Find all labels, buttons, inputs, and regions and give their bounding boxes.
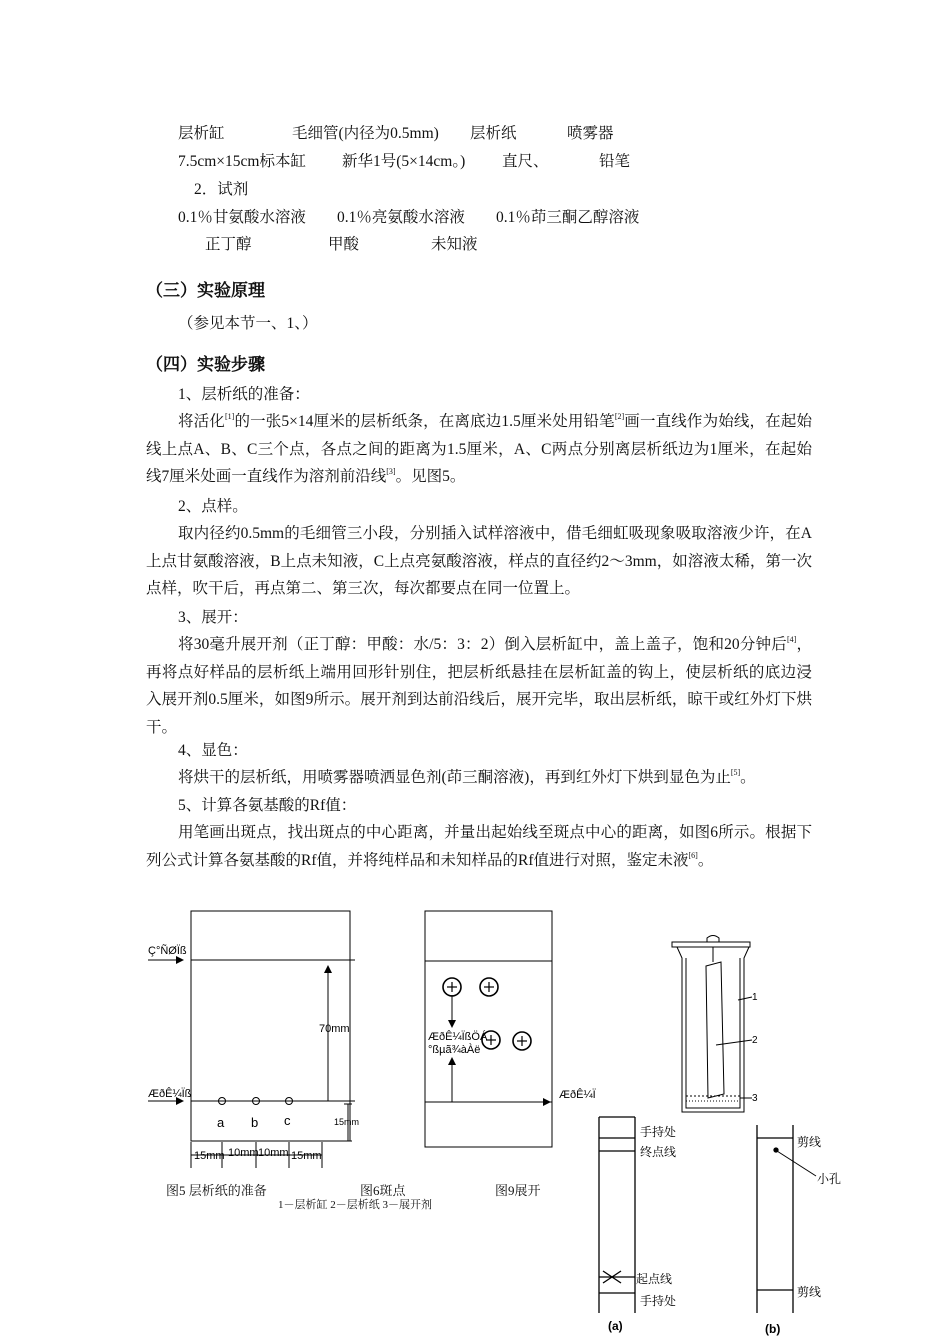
fig5-point-a-label: a bbox=[217, 1115, 225, 1130]
fig9-number-3: 3 bbox=[752, 1093, 758, 1104]
step3-text: 将30毫升展开剂（正丁醇：甲酸：水/5：3：2）倒入层析缸中，盖上盖子，饱和20分钟后[4]，再将点好样品的层析纸上端用回形针别住，把层析纸悬挂在层析缸盖的钩上，使层析纸的底边浸入展开剂0.5厘米，如图9所示。展开剂到达前沿线后，展开完毕，取出层析纸，晾干或红外灯下烘干。 bbox=[146, 635, 812, 736]
strip-b-cut-bottom: 剪线 bbox=[797, 1285, 822, 1299]
fig9-number-1: 1 bbox=[752, 992, 758, 1003]
fig9-hook bbox=[707, 936, 719, 943]
section-steps-title: （四）实验步骤 bbox=[146, 355, 265, 374]
fig9-lid bbox=[672, 942, 750, 947]
step1-text: 将活化[1]的一张5×14厘米的层析纸条，在离底边1.5厘米处用铅笔[2]画一直线作为始线，在起始线上点A、B、C三个点，各点之间的距离为1.5厘米，A、C两点分别离层析纸边为1厘米，在起始线7厘米处画一直线作为溶剂前沿线[3]。见图5。 bbox=[146, 412, 812, 485]
step5-text: 用笔画出斑点，找出斑点的中心距离，并量出起始线至斑点中心的距离，如图6所示。根据下列公式计算各氨基酸的Rf值，并将纯样品和未知样品的Rf值进行对照，鉴定未液[6]。 bbox=[146, 824, 812, 869]
strip-a-top-handle: 手持处 bbox=[640, 1125, 677, 1139]
footnote-2: [2] bbox=[614, 412, 625, 421]
reagent-ninhydrin: 0.1％茚三酮乙醇溶液 bbox=[496, 209, 640, 226]
material-ruler: 直尺、 bbox=[502, 153, 549, 170]
fig6-paper-outline bbox=[425, 911, 552, 1147]
figure6-spots bbox=[425, 911, 552, 1147]
fig9-jar-inner bbox=[686, 958, 740, 1108]
reagent-unknown: 未知液 bbox=[431, 236, 478, 253]
footnote-1: [1] bbox=[224, 412, 235, 421]
fig9-paper bbox=[706, 962, 724, 1098]
material-specimen-tank: 7.5cm×15cm标本缸 bbox=[178, 153, 306, 170]
strip-b-label: (b) bbox=[765, 1322, 781, 1336]
strip-a-front-label: 终点线 bbox=[640, 1145, 677, 1159]
strip-a-start-label: 起点线 bbox=[636, 1272, 673, 1286]
fig6-distance-label-2: °ßµã¾àÀë bbox=[428, 1044, 481, 1056]
fig9-leader-2 bbox=[716, 1040, 752, 1045]
fig5-caption: 图5 层析纸的准备 bbox=[166, 1183, 267, 1198]
material-sprayer: 喷雾器 bbox=[567, 125, 614, 142]
step2-title: 2、点样。 bbox=[178, 498, 248, 515]
material-xinhua-paper: 新华1号(5×14cm。) bbox=[342, 153, 466, 170]
footnote-5: [5] bbox=[730, 768, 741, 777]
reagent-butanol: 正丁醇 bbox=[205, 236, 252, 253]
material-paper: 层析纸 bbox=[470, 125, 517, 142]
fig5-dim-4: 15mm bbox=[291, 1150, 322, 1162]
reagent-glycine: 0.1％甘氨酸水溶液 bbox=[178, 209, 306, 226]
footnote-6: [6] bbox=[688, 850, 698, 860]
reagents-title: 2．试剂 bbox=[194, 181, 249, 198]
fig9-number-2: 2 bbox=[752, 1035, 758, 1046]
section-principle-text: （参见本节一、1、） bbox=[178, 315, 318, 332]
material-capillary: 毛细管(内径为0.5mm) bbox=[292, 125, 439, 142]
strip-a-label: (a) bbox=[608, 1319, 623, 1333]
material-pencil: 铅笔 bbox=[599, 153, 631, 170]
fig5-dim-2: 10mm bbox=[228, 1147, 259, 1159]
strip-b-cut-top: 剪线 bbox=[797, 1135, 822, 1149]
fig6-caption: 图6斑点 bbox=[360, 1183, 406, 1198]
step2-text: 取内径约0.5mm的毛细管三小段，分别插入试样溶液中，借毛细虹吸现象吸取溶液少许，在A上点甘氨酸溶液，B上点未知液，C上点亮氨酸溶液，样点的直径约2～3mm，如溶液太稀，第一次点样，吹干后，再点第二、第三次，每次都要点在同一位置上。 bbox=[146, 525, 812, 597]
reagent-leucine: 0.1％亮氨酸水溶液 bbox=[337, 209, 465, 226]
material-chromatography-tank: 层析缸 bbox=[178, 125, 225, 142]
strip-b-hole-leader bbox=[777, 1151, 816, 1176]
fig5-dim-3: 10mm bbox=[258, 1147, 289, 1159]
strip-a bbox=[599, 1117, 635, 1313]
fig9-jar-outer bbox=[677, 947, 749, 1112]
fig6-distance-label-1: ÆðÊ¼ÏßÖÁ bbox=[428, 1031, 488, 1043]
fig5-front-label: Ç°ÑØÏß bbox=[148, 945, 187, 957]
fig5-70mm-label: 70mm bbox=[319, 1023, 350, 1035]
step1-title: 1、层析纸的准备： bbox=[178, 386, 310, 403]
step3-title: 3、展开： bbox=[178, 609, 248, 626]
strip-b-hole-label: 小孔 bbox=[817, 1172, 842, 1186]
fig5-dim-1: 15mm bbox=[194, 1150, 225, 1162]
fig5-point-b-label: b bbox=[251, 1115, 259, 1130]
strip-a-bottom-handle: 手持处 bbox=[640, 1294, 677, 1308]
fig6-start-label: ÆðÊ¼Ï bbox=[559, 1089, 596, 1101]
fig5-15mm-label: 15mm bbox=[334, 1117, 360, 1127]
fig9-caption: 图9展开 bbox=[495, 1183, 541, 1198]
fig5-point-c-label: c bbox=[284, 1113, 291, 1128]
reagent-formic-acid: 甲酸 bbox=[328, 236, 360, 253]
figure9-tank bbox=[672, 936, 752, 1113]
footnote-4: [4] bbox=[786, 635, 797, 644]
footnote-3: [3] bbox=[386, 467, 396, 476]
fig9-legend: 1－层析缸 2－层析纸 3－展开剂 bbox=[278, 1199, 432, 1211]
step5-title: 5、计算各氨基酸的Rf值： bbox=[178, 797, 357, 814]
section-principle-title: （三）实验原理 bbox=[146, 281, 265, 300]
fig5-start-label: ÆðÊ¼Ïß bbox=[148, 1088, 192, 1100]
step4-text: 将烘干的层析纸，用喷雾器喷洒显色剂(茚三酮溶液)，再到红外灯下烘到显色为止[5]。 bbox=[178, 768, 756, 786]
step4-title: 4、显色： bbox=[178, 742, 248, 759]
